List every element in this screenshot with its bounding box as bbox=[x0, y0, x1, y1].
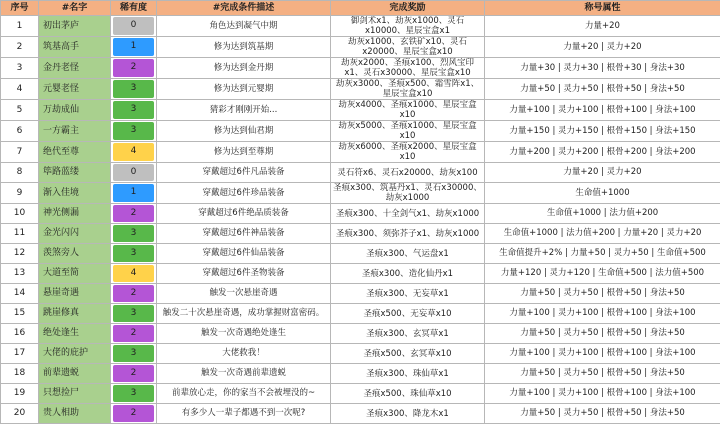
table-row bbox=[1, 264, 720, 284]
cell-name: 绝处逢生 bbox=[39, 324, 111, 344]
cell-attr: 力量+100 | 灵力+100 | 根骨+100 | 身法+100 bbox=[485, 384, 720, 404]
cell-reward: 圣痕x500、珠仙草x10 bbox=[331, 384, 485, 404]
cell-id: 3 bbox=[1, 58, 39, 79]
cell-name: 大道至简 bbox=[39, 264, 111, 284]
rarity-badge: 2 bbox=[113, 405, 154, 422]
table-row bbox=[1, 384, 720, 404]
cell-reward: 灵石符x6、灵石x20000、劫灰x100 bbox=[331, 163, 485, 183]
rarity-badge: 2 bbox=[113, 365, 154, 382]
cell-name: 贵人相助 bbox=[39, 404, 111, 424]
rarity-badge: 3 bbox=[113, 122, 154, 140]
cell-name: 绝代至尊 bbox=[39, 142, 111, 163]
cell-reward: 圣痕x300、降龙木x1 bbox=[331, 404, 485, 424]
cell-rarity bbox=[111, 224, 157, 244]
cell-rarity bbox=[111, 16, 157, 37]
cell-reward: 劫灰x5000、圣痕x1000、星辰宝盒x10 bbox=[331, 121, 485, 142]
cell-name: 只想捡尸 bbox=[39, 384, 111, 404]
cell-attr: 力量+30 | 灵力+30 | 根骨+30 | 身法+30 bbox=[485, 58, 720, 79]
cell-name: 神光侧漏 bbox=[39, 204, 111, 224]
cell-name: 渐入佳境 bbox=[39, 183, 111, 204]
table-row bbox=[1, 183, 720, 204]
cell-name: 筑基高手 bbox=[39, 37, 111, 58]
cell-condition: 穿戴超过6件凡品装备 bbox=[157, 163, 331, 183]
cell-condition: 修为达到元婴期 bbox=[157, 79, 331, 100]
table-row bbox=[1, 121, 720, 142]
table-row bbox=[1, 344, 720, 364]
cell-attr: 力量+50 | 灵力+50 | 根骨+50 | 身法+50 bbox=[485, 404, 720, 424]
cell-condition: 穿戴超过6件圣物装备 bbox=[157, 264, 331, 284]
table-row bbox=[1, 163, 720, 183]
cell-rarity bbox=[111, 384, 157, 404]
cell-name: 跳崖修真 bbox=[39, 304, 111, 324]
cell-condition: 大佬救我！ bbox=[157, 344, 331, 364]
cell-name: 金丹老怪 bbox=[39, 58, 111, 79]
rarity-badge: 0 bbox=[113, 164, 154, 181]
rarity-badge: 1 bbox=[113, 184, 154, 202]
cell-reward: 劫灰x6000、圣痕x2000、星辰宝盒x10 bbox=[331, 142, 485, 163]
cell-id: 4 bbox=[1, 79, 39, 100]
table-row bbox=[1, 142, 720, 163]
cell-id: 12 bbox=[1, 244, 39, 264]
cell-condition: 穿戴超过6件珍品装备 bbox=[157, 183, 331, 204]
cell-condition: 穿戴超过6件仙品装备 bbox=[157, 244, 331, 264]
table-row bbox=[1, 404, 720, 424]
cell-id: 14 bbox=[1, 284, 39, 304]
header-row bbox=[1, 1, 720, 16]
rarity-badge: 4 bbox=[113, 265, 154, 282]
cell-id: 17 bbox=[1, 344, 39, 364]
rarity-badge: 2 bbox=[113, 325, 154, 342]
cell-name: 一方霸主 bbox=[39, 121, 111, 142]
cell-name: 大佬的庇护 bbox=[39, 344, 111, 364]
cell-reward: 圣痕x300、造化仙丹x1 bbox=[331, 264, 485, 284]
cell-reward: 圣痕x300、玄冥草x1 bbox=[331, 324, 485, 344]
cell-id: 20 bbox=[1, 404, 39, 424]
cell-attr: 力量+100 | 灵力+100 | 根骨+100 | 身法+100 bbox=[485, 344, 720, 364]
rarity-badge: 4 bbox=[113, 143, 154, 161]
header-id: 序号 bbox=[1, 1, 39, 16]
cell-attr: 力量+50 | 灵力+50 | 根骨+50 | 身法+50 bbox=[485, 324, 720, 344]
cell-name: 金光闪闪 bbox=[39, 224, 111, 244]
rarity-badge: 2 bbox=[113, 59, 154, 77]
cell-condition: 触发一次悬崖奇遇 bbox=[157, 284, 331, 304]
table-row bbox=[1, 284, 720, 304]
cell-rarity bbox=[111, 344, 157, 364]
rarity-badge: 3 bbox=[113, 80, 154, 98]
header-attr: 称号属性 bbox=[485, 1, 720, 16]
cell-attr: 力量+200 | 灵力+200 | 根骨+200 | 身法+200 bbox=[485, 142, 720, 163]
cell-condition: 修为达到至尊期 bbox=[157, 142, 331, 163]
cell-condition: 修为达到仙君期 bbox=[157, 121, 331, 142]
cell-condition: 穿戴超过6件神品装备 bbox=[157, 224, 331, 244]
table-row bbox=[1, 79, 720, 100]
cell-rarity bbox=[111, 142, 157, 163]
cell-rarity bbox=[111, 404, 157, 424]
cell-attr: 力量+150 | 灵力+150 | 根骨+150 | 身法+150 bbox=[485, 121, 720, 142]
cell-id: 10 bbox=[1, 204, 39, 224]
cell-name: 万劫成仙 bbox=[39, 100, 111, 121]
cell-reward: 劫灰x1000、玄铁矿x10、灵石x20000、星辰宝盒x10 bbox=[331, 37, 485, 58]
cell-reward: 御剑术x1、劫灰x1000、灵石x10000、星辰宝盒x1 bbox=[331, 16, 485, 37]
cell-id: 6 bbox=[1, 121, 39, 142]
rarity-badge: 3 bbox=[113, 345, 154, 362]
cell-condition: 前辈放心走，你的家当不会被埋没的~ bbox=[157, 384, 331, 404]
cell-rarity bbox=[111, 264, 157, 284]
cell-name: 羡煞旁人 bbox=[39, 244, 111, 264]
rarity-badge: 2 bbox=[113, 285, 154, 302]
rarity-badge: 3 bbox=[113, 225, 154, 242]
cell-rarity bbox=[111, 58, 157, 79]
rarity-badge: 3 bbox=[113, 305, 154, 322]
table-row bbox=[1, 364, 720, 384]
cell-id: 2 bbox=[1, 37, 39, 58]
cell-name: 初出茅庐 bbox=[39, 16, 111, 37]
cell-rarity bbox=[111, 121, 157, 142]
cell-id: 1 bbox=[1, 16, 39, 37]
cell-condition: 角色达到凝气中期 bbox=[157, 16, 331, 37]
cell-condition: 有多少人一辈子都遇不到一次呢? bbox=[157, 404, 331, 424]
cell-name: 悬崖奇遇 bbox=[39, 284, 111, 304]
table-row bbox=[1, 16, 720, 37]
cell-rarity bbox=[111, 284, 157, 304]
table-body bbox=[1, 16, 720, 424]
table-row bbox=[1, 324, 720, 344]
cell-condition: 修为达到筑基期 bbox=[157, 37, 331, 58]
cell-rarity bbox=[111, 364, 157, 384]
cell-id: 18 bbox=[1, 364, 39, 384]
header-name: #名字 bbox=[39, 1, 111, 16]
cell-attr: 力量+50 | 灵力+50 | 根骨+50 | 身法+50 bbox=[485, 284, 720, 304]
cell-reward: 圣痕x500、无妄草x10 bbox=[331, 304, 485, 324]
cell-id: 8 bbox=[1, 163, 39, 183]
cell-reward: 圣痕x300、无妄草x1 bbox=[331, 284, 485, 304]
cell-rarity bbox=[111, 304, 157, 324]
table-row bbox=[1, 204, 720, 224]
rarity-badge: 2 bbox=[113, 205, 154, 222]
rarity-badge: 3 bbox=[113, 385, 154, 402]
cell-id: 7 bbox=[1, 142, 39, 163]
cell-id: 15 bbox=[1, 304, 39, 324]
header-reward: 完成奖励 bbox=[331, 1, 485, 16]
cell-rarity bbox=[111, 79, 157, 100]
cell-condition: 猜彩才刚刚开始... bbox=[157, 100, 331, 121]
cell-id: 5 bbox=[1, 100, 39, 121]
rarity-badge: 1 bbox=[113, 38, 154, 56]
cell-id: 16 bbox=[1, 324, 39, 344]
cell-reward: 圣痕x500、玄冥草x10 bbox=[331, 344, 485, 364]
cell-attr: 力量+120 | 灵力+120 | 生命值+500 | 法力值+500 bbox=[485, 264, 720, 284]
table-row bbox=[1, 58, 720, 79]
cell-rarity bbox=[111, 204, 157, 224]
cell-rarity bbox=[111, 324, 157, 344]
cell-attr: 生命值+1000 | 法力值+200 | 力量+20 | 灵力+20 bbox=[485, 224, 720, 244]
header-rarity: 稀有度 bbox=[111, 1, 157, 16]
cell-attr: 力量+20 bbox=[485, 16, 720, 37]
cell-attr: 生命值+1000 bbox=[485, 183, 720, 204]
table-row bbox=[1, 244, 720, 264]
cell-id: 11 bbox=[1, 224, 39, 244]
cell-attr: 力量+100 | 灵力+100 | 根骨+100 | 身法+100 bbox=[485, 304, 720, 324]
cell-condition: 触发一次奇遇绝处逢生 bbox=[157, 324, 331, 344]
cell-attr: 力量+100 | 灵力+100 | 根骨+100 | 身法+100 bbox=[485, 100, 720, 121]
cell-id: 19 bbox=[1, 384, 39, 404]
cell-attr: 力量+20 | 灵力+20 bbox=[485, 163, 720, 183]
cell-condition: 触发一次奇遇前辈遗蜕 bbox=[157, 364, 331, 384]
cell-reward: 圣痕x300、珠仙草x1 bbox=[331, 364, 485, 384]
rarity-badge: 3 bbox=[113, 245, 154, 262]
cell-attr: 力量+50 | 灵力+50 | 根骨+50 | 身法+50 bbox=[485, 364, 720, 384]
cell-reward: 劫灰x4000、圣痕x1000、星辰宝盒x10 bbox=[331, 100, 485, 121]
cell-reward: 劫灰x3000、圣痕x500、霜雪阵x1、星辰宝盒x10 bbox=[331, 79, 485, 100]
cell-rarity bbox=[111, 37, 157, 58]
cell-rarity bbox=[111, 163, 157, 183]
cell-attr: 生命值+1000 | 法力值+200 bbox=[485, 204, 720, 224]
cell-reward: 圣痕x300、十全剑气x1、劫灰x1000 bbox=[331, 204, 485, 224]
cell-rarity bbox=[111, 100, 157, 121]
header-condition: #完成条件描述 bbox=[157, 1, 331, 16]
cell-attr: 力量+20 | 灵力+20 bbox=[485, 37, 720, 58]
cell-name: 筚路蓝缕 bbox=[39, 163, 111, 183]
cell-reward: 圣痕x300、须弥芥子x1、劫灰x1000 bbox=[331, 224, 485, 244]
table-row bbox=[1, 224, 720, 244]
table-row bbox=[1, 37, 720, 58]
cell-attr: 生命值提升+2% | 力量+50 | 灵力+50 | 生命值+500 bbox=[485, 244, 720, 264]
table-row bbox=[1, 304, 720, 324]
cell-rarity bbox=[111, 183, 157, 204]
cell-condition: 触发二十次悬崖奇遇，成功掌握财富密码。 bbox=[157, 304, 331, 324]
cell-condition: 修为达到金丹期 bbox=[157, 58, 331, 79]
cell-id: 9 bbox=[1, 183, 39, 204]
rarity-badge: 0 bbox=[113, 17, 154, 35]
table-row bbox=[1, 100, 720, 121]
cell-id: 13 bbox=[1, 264, 39, 284]
cell-reward: 圣痕x300、气运盘x1 bbox=[331, 244, 485, 264]
cell-name: 元婴老怪 bbox=[39, 79, 111, 100]
cell-name: 前辈遗蜕 bbox=[39, 364, 111, 384]
cell-attr: 力量+50 | 灵力+50 | 根骨+50 | 身法+50 bbox=[485, 79, 720, 100]
cell-reward: 圣痕x300、筑基丹x1、灵石x30000、劫灰x1000 bbox=[331, 183, 485, 204]
cell-reward: 劫灰x2000、圣痕x100、烈风宝印x1、灵石x30000、星辰宝盒x10 bbox=[331, 58, 485, 79]
rarity-badge: 3 bbox=[113, 101, 154, 119]
cell-rarity bbox=[111, 244, 157, 264]
cell-condition: 穿戴超过6件绝品质装备 bbox=[157, 204, 331, 224]
